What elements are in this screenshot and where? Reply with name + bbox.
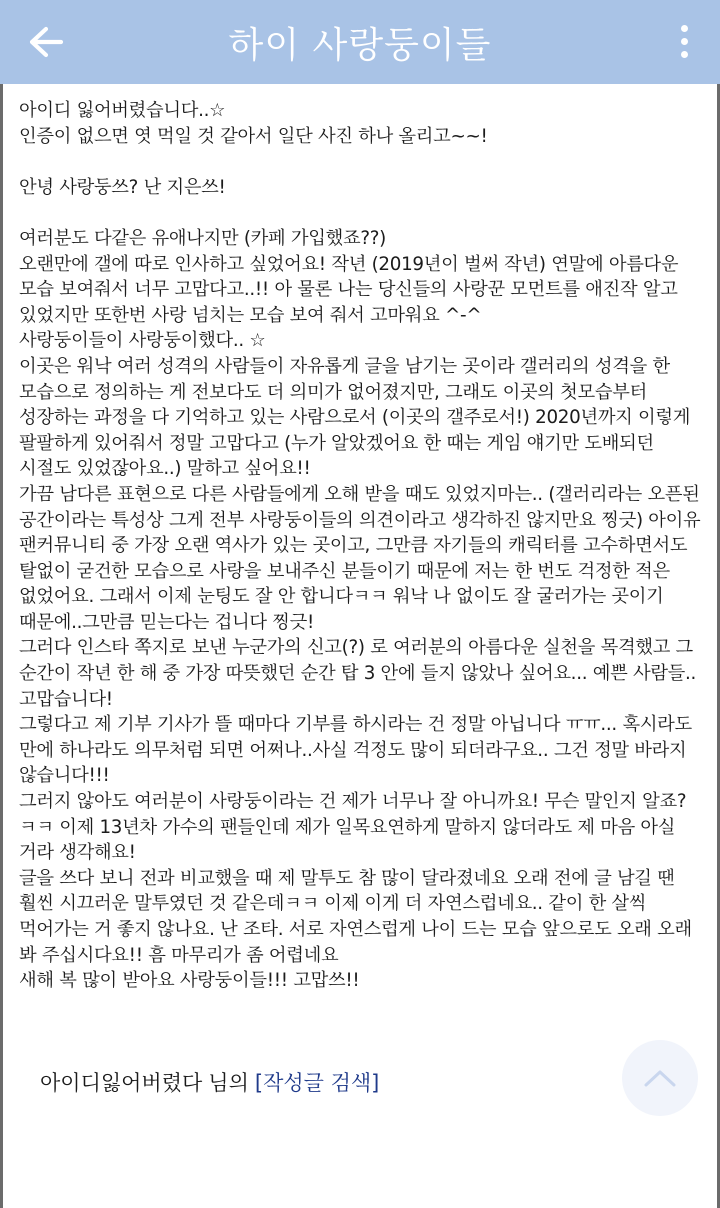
post-paragraph: 그렇다고 제 기부 기사가 뜰 때마다 기부를 하시라는 건 정말 아닙니다 ㅠㅠ... 혹시라도 만에 하나라도 의무처럼 되면 어쩌나..사실 걱정도 많이 되더라구요.. 그건 정말 바라지 않습니다!!!	[19, 714, 692, 787]
more-vertical-icon-dot	[681, 51, 688, 58]
chevron-up-icon	[643, 1068, 677, 1088]
post-paragraph: 아이디 잃어버렸습니다..☆	[19, 100, 226, 121]
arrow-left-icon	[28, 26, 64, 58]
post-paragraph: 이곳은 워낙 여러 성격의 사람들이 자유롭게 글을 남기는 곳이라 갤러리의 성격을 한 모습으로 정의하는 게 전보다도 더 의미가 없어졌지만, 그래도 이곳의 첫모습부터 성장하는 과정을 다 기억하고 있는 사람으로서 (이곳의 갤주로서!) 2020년까지 이렇게 팔팔하게 있어줘서 정말 고맙다고 (누가 알았겠어요 한 때는 게임 얘기만 도배되던 시절도 있었잖아요..) 말하고 싶어요!!	[19, 355, 691, 480]
author-suffix: 님의	[208, 1071, 249, 1095]
more-vertical-icon	[681, 25, 688, 32]
page-title: 하이 사랑둥이들	[228, 24, 492, 66]
paragraph-spacer	[19, 149, 709, 175]
post-paragraph: 새해 복 많이 받아요 사랑둥이들!!! 고맙쓰!!	[19, 970, 360, 992]
more-vertical-icon-dot	[681, 38, 688, 45]
post-paragraph: 그러다 인스타 쪽지로 보낸 누군가의 신고(?) 로 여러분의 아름다운 실천을 목격했고 그 순간이 작년 한 해 중 가장 따뜻했던 순간 탑 3 안에 들지 않았나 싶어요... 예쁜 사람들.. 고맙습니다!	[19, 637, 697, 710]
app-header	[0, 0, 720, 84]
post-paragraph: 안녕 사랑둥쓰? 난 지은쓰!	[19, 176, 226, 198]
post-paragraph: 그러지 않아도 여러분이 사랑둥이라는 건 제가 너무나 잘 아니까요! 무슨 말인지 알죠? ㅋㅋ 이제 13년차 가수의 팬들인데 제가 일목요연하게 말하지 않더라도 제 마음 아실 거라 생각해요!	[19, 791, 687, 864]
post-paragraph: 여러분도 다같은 유애나지만 (카페 가입했죠??)	[19, 227, 386, 249]
post-paragraph: 글을 쓰다 보니 전과 비교했을 때 제 말투도 참 많이 달라졌네요 오래 전에 글 남길 땐 훨씬 시끄러운 말투였던 것 같은데ㅋㅋ 이제 이게 더 자연스럽네요.. 같이 한 살씩 먹어가는 거 좋지 않나요. 난 조타. 서로 자연스럽게 나이 드는 모습 앞으로도 오래 오래 봐 주십시다요!! 흠 마무리가 좀 어렵네요	[19, 867, 692, 966]
author-posts-search-link[interactable]: [작성글 검색]	[254, 1071, 380, 1095]
post-paragraph: 인증이 없으면 엿 먹일 것 같아서 일단 사진 하나 올리고~~!	[19, 125, 488, 147]
author-line	[40, 1067, 379, 1097]
author-name: 아이디잃어버렸다	[40, 1071, 203, 1095]
post-paragraph: 사랑둥이들이 사랑둥이했다.. ☆	[19, 330, 266, 352]
scroll-to-top-button[interactable]	[622, 1040, 698, 1116]
paragraph-spacer	[19, 200, 709, 226]
more-menu-button[interactable]	[664, 16, 704, 66]
post-paragraph: 오랜만에 갤에 따로 인사하고 싶었어요! 작년 (2019년이 벌써 작년) 연말에 아름다운 모습 보여줘서 너무 고맙다고..!! 아 물론 나는 당신들의 사랑꾼 모먼트를 애진작 알고 있었지만 또한번 사랑 넘치는 모습 보여 줘서 고마워요 ^-^	[19, 253, 679, 326]
post-paragraph: 가끔 남다른 표현으로 다른 사람들에게 오해 받을 때도 있었지마는.. (갤러리라는 오픈된 공간이라는 특성상 그게 전부 사랑둥이들의 의견이라고 생각하진 않지만요 찡긋) 아이유 팬커뮤니티 중 가장 오랜 역사가 있는 곳이고, 그만큼 자기들의 캐릭터를 고수하면서도 탈없이 굳건한 모습으로 사랑을 보내주신 분들이기 때문에 저는 한 번도 걱정한 적은 없었어요. 그래서 이제 눈팅도 잘 안 합니다ㅋㅋ 워낙 나 없이도 잘 굴러가는 곳이기 때문에..그만큼 믿는다는 겁니다 찡긋!	[19, 483, 701, 633]
post-content-area	[0, 84, 720, 1208]
post-body	[19, 98, 709, 994]
back-button[interactable]	[22, 18, 70, 66]
